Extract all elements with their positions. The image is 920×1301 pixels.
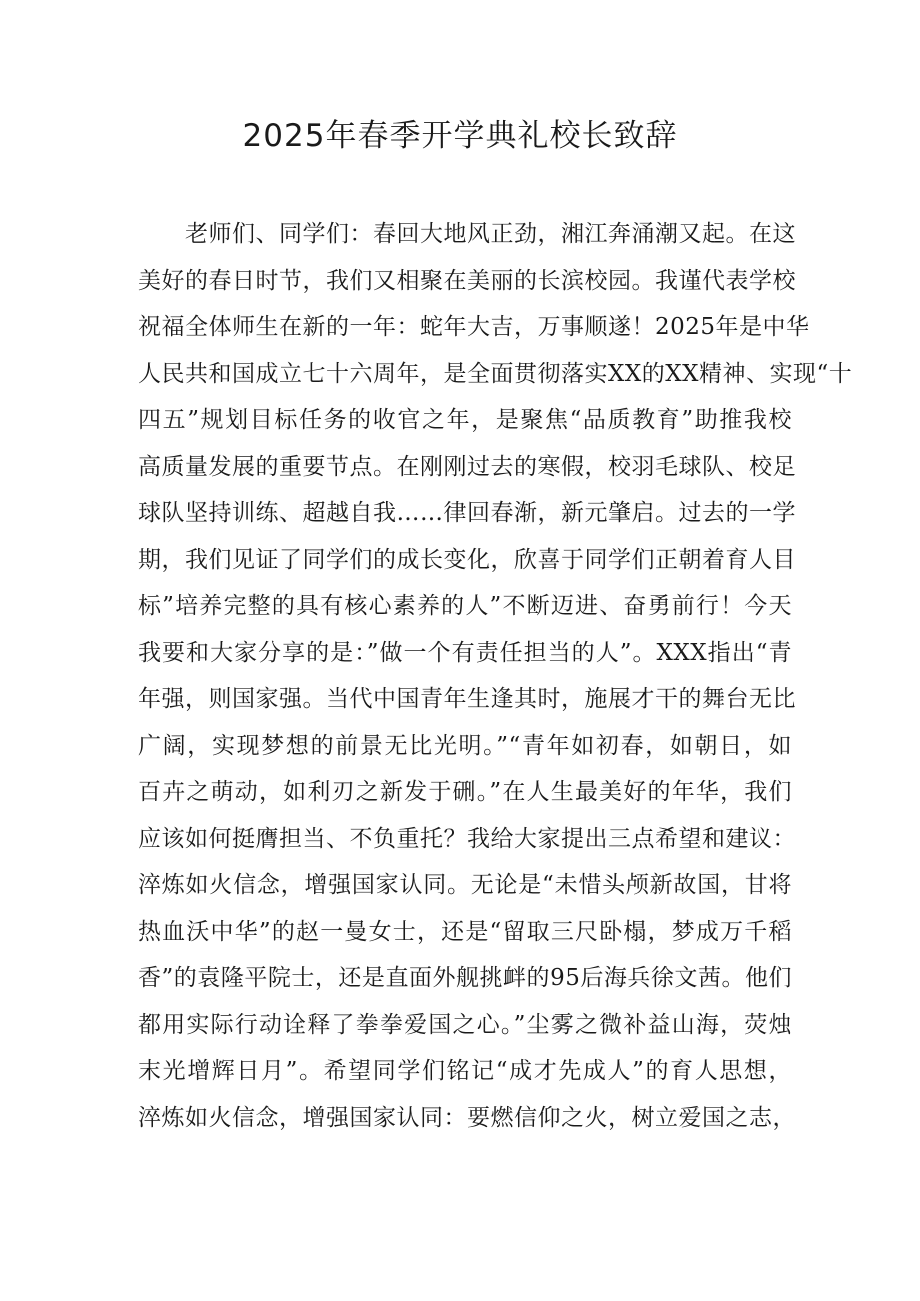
body-line: 高质量发展的重要节点。在刚刚过去的寒假，校羽毛球队、校足 <box>138 453 796 480</box>
body-line: 标”培养完整的具有核心素养的人”不断迈进、奋勇前行！今天 <box>138 593 792 619</box>
body-line: 淬炼如火信念，增强国家认同。无论是“未惜头颅新故国，甘将 <box>138 872 792 898</box>
body-line: 期，我们见证了同学们的成长变化，欣喜于同学们正朝着育人目 <box>138 546 796 573</box>
body-line: 年强，则国家强。当代中国青年生逢其时，施展才干的舞台无比 <box>138 686 796 712</box>
speech-body <box>138 211 853 1141</box>
body-line: 末光增辉日月”。希望同学们铭记“成才先成人”的育人思想， <box>138 1058 792 1084</box>
body-line: 球队坚持训练、超越自我……律回春渐，新元肇启。过去的一学 <box>138 500 796 526</box>
body-line: 四五”规划目标任务的收官之年，是聚焦“品质教育”助推我校 <box>138 407 792 433</box>
body-line: 百卉之萌动，如利刃之新发于硎。”在人生最美好的年华，我们 <box>138 779 792 805</box>
body-line: 美好的春日时节，我们又相聚在美丽的长滨校园。我谨代表学校 <box>138 267 796 294</box>
body-line: 人民共和国成立七十六周年，是全面贯彻落实XX的XX精神、实现“十 <box>138 360 853 387</box>
body-line: 香”的袁隆平院士，还是直面外舰挑衅的95后海兵徐文茜。他们 <box>138 965 792 991</box>
document-title: 2025年春季开学典礼校长致辞 <box>242 118 678 154</box>
body-line: 都用实际行动诠释了拳拳爱国之心。”尘雾之微补益山海，荧烛 <box>138 1011 792 1038</box>
body-line: 广阔，实现梦想的前景无比光明。”“青年如初春，如朝日，如 <box>138 732 792 759</box>
body-line: 我要和大家分享的是：”做一个有责任担当的人”。XXX指出“青 <box>138 639 792 666</box>
body-line: 应该如何挺膺担当、不负重托？我给大家提出三点希望和建议： <box>138 825 796 852</box>
body-line: 淬炼如火信念，增强国家认同：要燃信仰之火，树立爱国之志， <box>138 1104 796 1131</box>
body-line: 热血沃中华”的赵一曼女士，还是“留取三尺卧榻，梦成万千稻 <box>138 918 792 945</box>
body-line: 老师们、同学们：春回大地风正劲，湘江奔涌潮又起。在这 <box>185 221 796 247</box>
body-line: 祝福全体师生在新的一年：蛇年大吉，万事顺遂！2025年是中华 <box>138 314 810 340</box>
